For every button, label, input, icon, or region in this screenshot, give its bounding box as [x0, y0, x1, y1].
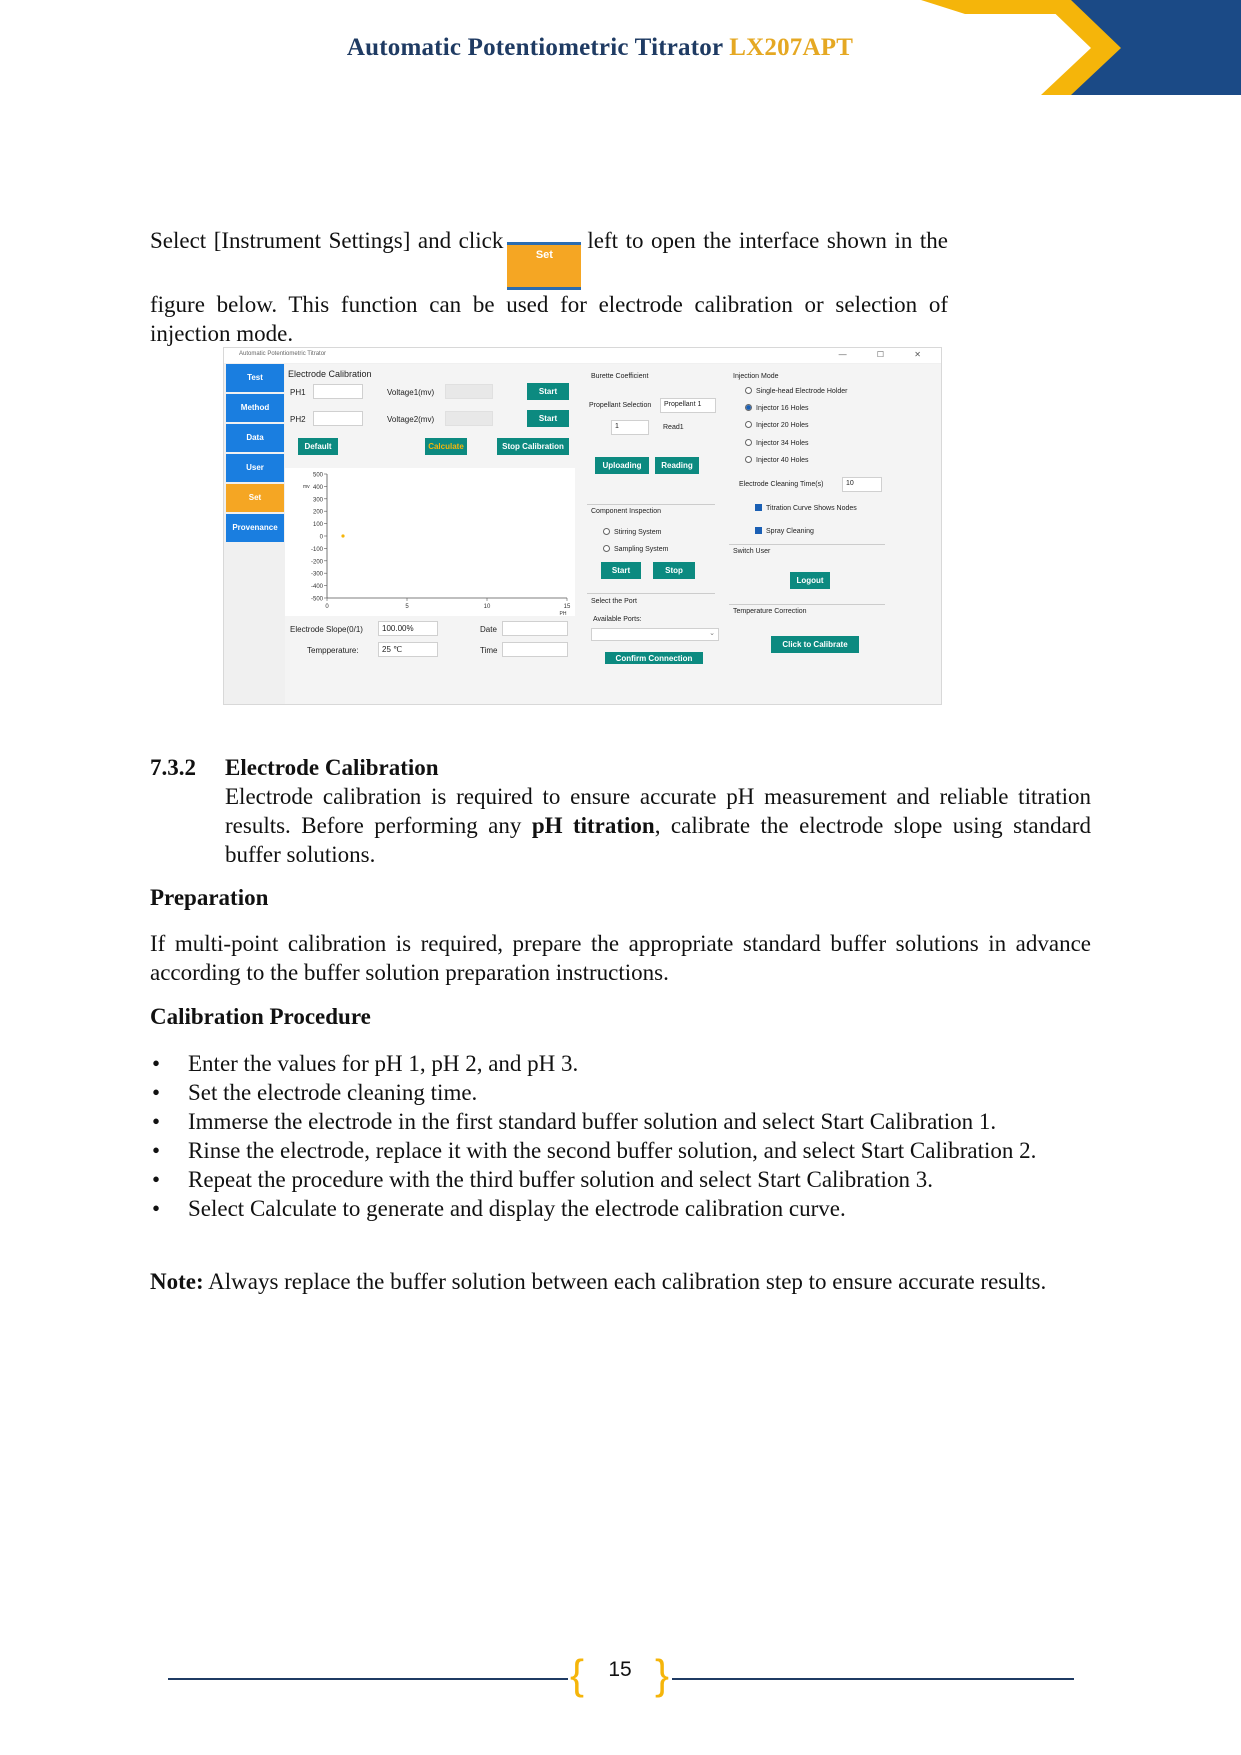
nav-set[interactable]: Set	[226, 484, 284, 512]
injection-option-label: Single-head Electrode Holder	[756, 388, 848, 395]
stirring-option[interactable]	[603, 528, 661, 536]
preparation-heading: Preparation	[150, 885, 269, 910]
port-title: Select the Port	[591, 598, 637, 605]
switch-user-title: Switch User	[733, 548, 771, 555]
slope-field[interactable]: 100.00%	[378, 621, 438, 636]
y-tick-label: -500	[310, 596, 323, 603]
y-tick-label: 100	[312, 522, 323, 529]
y-tick-label: 400	[312, 484, 323, 491]
y-tick-label: 200	[312, 509, 323, 516]
injection-title: Injection Mode	[733, 373, 779, 380]
app-screenshot	[223, 347, 942, 705]
list-item: • Enter the values for pH 1, pH 2, and pH 3.	[150, 1049, 1091, 1078]
preparation-text: If multi-point calibration is required, prepare the appropriate standard buffer solutions in advance according to the buffer solution preparation instructions.	[150, 931, 1091, 985]
injection-option-4[interactable]	[745, 456, 809, 464]
read-value-field[interactable]: 1	[611, 420, 649, 435]
nav-data[interactable]: Data	[226, 424, 284, 452]
set-button-image: Set	[507, 242, 581, 290]
injection-option-label: Injector 34 Holes	[756, 440, 809, 447]
voltage2-field	[445, 411, 493, 426]
radio-icon[interactable]	[745, 439, 752, 446]
section-number: 7.3.2	[150, 755, 196, 780]
section-title: Electrode Calibration	[225, 755, 439, 780]
cleaning-time-input[interactable]: 10	[842, 477, 882, 492]
temperature-field[interactable]: 25 ℃	[378, 642, 438, 657]
cleaning-time-label: Electrode Cleaning Time(s)	[739, 481, 824, 488]
temp-correction-title: Temperature Correction	[733, 608, 807, 615]
confirm-connection-button[interactable]: Confirm Connection	[605, 652, 703, 664]
burette-title: Burette Coefficient	[591, 373, 649, 380]
intro-text-after: left to open the interface shown in the figure below. This function can be used for electrode calibration or selection of injection mode.	[150, 228, 949, 346]
click-to-calibrate-button[interactable]: Click to Calibrate	[771, 636, 859, 653]
note-text: Always replace the buffer solution between each calibration step to ensure accurate results.	[208, 1269, 1047, 1294]
propellant-select[interactable]: Propellant 1	[660, 398, 716, 413]
sidebar-nav	[226, 364, 284, 544]
logout-button[interactable]: Logout	[790, 572, 830, 589]
component-title: Component Inspection	[591, 508, 662, 515]
x-axis-label: PH	[559, 611, 567, 616]
available-ports-label: Available Ports:	[593, 616, 642, 623]
section-heading	[150, 755, 439, 781]
x-tick-label: 10	[483, 604, 491, 610]
procedure-list	[150, 1049, 1091, 1223]
start2-button[interactable]: Start	[527, 410, 569, 427]
x-tick-label: 15	[563, 604, 571, 610]
header-decoration	[921, 0, 1241, 95]
window-title: Automatic Potentiometric Titrator	[224, 348, 941, 363]
stirring-label: Stirring System	[614, 529, 662, 536]
note-paragraph	[150, 1267, 1091, 1296]
page-number: 15	[608, 1658, 632, 1681]
section-body-text-after: , calibrate the electrode slope using standard buffer solutions.	[225, 813, 1091, 867]
checkbox-checked-icon[interactable]	[755, 504, 762, 511]
x-tick-label: 0	[325, 604, 329, 610]
spray-label: Spray Cleaning	[766, 528, 814, 535]
read-label: Read1	[663, 424, 684, 431]
stirring-radio-icon[interactable]	[603, 528, 610, 535]
ph2-label: PH2	[290, 415, 306, 424]
intro-text-before: Select [Instrument Settings] and click	[150, 228, 504, 253]
y-tick-label: 0	[319, 534, 323, 541]
sampling-option[interactable]	[603, 545, 668, 553]
component-divider	[587, 504, 715, 505]
propellant-label: Propellant Selection	[589, 402, 652, 409]
nav-user[interactable]: User	[226, 454, 284, 482]
calculate-button[interactable]: Calculate	[425, 438, 467, 455]
start1-button[interactable]: Start	[527, 383, 569, 400]
injection-option-2[interactable]	[745, 421, 809, 429]
footer-bracket-right: }	[655, 1651, 670, 1698]
temperature-label: Tempperature:	[307, 646, 359, 655]
spray-option[interactable]	[755, 527, 814, 535]
stop-calibration-button[interactable]: Stop Calibration	[497, 438, 569, 455]
date-label: Date	[480, 625, 497, 634]
y-tick-label: -400	[310, 584, 323, 591]
ph2-input[interactable]	[313, 411, 363, 426]
injection-option-label: Injector 20 Holes	[756, 422, 809, 429]
section-body	[225, 782, 1091, 869]
y-tick-label: -100	[310, 546, 323, 553]
list-item: • Rinse the electrode, replace it with the second buffer solution, and select Start Calibration 2.	[150, 1136, 1091, 1165]
component-stop-button[interactable]: Stop	[653, 562, 695, 579]
reading-button[interactable]: Reading	[655, 457, 699, 474]
y-tick-label: -300	[310, 571, 323, 578]
window-controls[interactable]: — ☐ ✕	[838, 350, 935, 359]
nodes-option[interactable]	[755, 504, 857, 512]
data-point	[341, 534, 344, 537]
list-item: • Repeat the procedure with the third buffer solution and select Start Calibration 3.	[150, 1165, 1091, 1194]
header-model: LX207APT	[729, 34, 854, 61]
checkbox-checked-icon[interactable]	[755, 527, 762, 534]
settings-panel	[285, 364, 941, 704]
ports-dropdown[interactable]	[591, 628, 719, 641]
procedure-heading: Calibration Procedure	[150, 1004, 371, 1029]
sampling-radio-icon[interactable]	[603, 545, 610, 552]
temp-correction-divider	[729, 604, 885, 605]
injection-option-0[interactable]	[745, 387, 847, 395]
plot-background	[285, 468, 575, 616]
note-label: Note:	[150, 1269, 204, 1294]
injection-option-1[interactable]	[745, 404, 809, 412]
injection-option-3[interactable]	[745, 439, 809, 447]
y-axis-label: mv	[303, 484, 310, 490]
uploading-button[interactable]: Uploading	[595, 457, 649, 474]
y-tick-label: -200	[310, 559, 323, 566]
x-tick-label: 5	[405, 604, 409, 610]
injection-option-label: Injector 16 Holes	[756, 405, 809, 412]
nav-test[interactable]: Test	[226, 364, 284, 392]
slope-label: Electrode Slope(0/1)	[290, 625, 363, 634]
sampling-label: Sampling System	[614, 546, 669, 553]
footer-line-right	[672, 1678, 1074, 1680]
nav-method[interactable]: Method	[226, 394, 284, 422]
calibration-title: Electrode Calibration	[288, 369, 372, 379]
voltage1-field	[445, 384, 493, 399]
list-item: • Set the electrode cleaning time.	[150, 1078, 1091, 1107]
time-field[interactable]	[502, 642, 568, 657]
y-tick-label: 500	[312, 472, 323, 479]
footer-bracket-left: {	[570, 1651, 585, 1698]
ph1-input[interactable]	[313, 384, 363, 399]
intro-paragraph	[150, 226, 948, 348]
port-divider	[587, 593, 715, 594]
list-item: • Select Calculate to generate and display the electrode calibration curve.	[150, 1194, 1091, 1223]
calibration-chart	[285, 468, 575, 616]
list-item: • Immerse the electrode in the first standard buffer solution and select Start Calibration 1.	[150, 1107, 1091, 1136]
nodes-label: Titration Curve Shows Nodes	[766, 505, 857, 512]
footer-line-left	[168, 1678, 568, 1680]
component-start-button[interactable]: Start	[601, 562, 641, 579]
radio-icon[interactable]	[745, 456, 752, 463]
voltage2-label: Voltage2(mv)	[387, 415, 435, 424]
radio-selected-icon[interactable]	[745, 404, 752, 411]
header-title: Automatic Potentiometric Titrator	[346, 34, 723, 61]
date-field[interactable]	[502, 621, 568, 636]
switch-user-divider	[729, 544, 885, 545]
voltage1-label: Voltage1(mv)	[387, 388, 435, 397]
injection-option-label: Injector 40 Holes	[756, 457, 809, 464]
y-tick-label: 300	[312, 497, 323, 504]
section-body-bold: pH titration	[531, 813, 655, 838]
section-body-text: Electrode calibration is required to ensure accurate pH measurement and reliable titration results. Before performing any	[225, 784, 1091, 838]
chevron-down-icon: ⌄	[709, 630, 715, 637]
radio-icon[interactable]	[745, 387, 752, 394]
nav-provenance[interactable]: Provenance	[226, 514, 284, 542]
time-label: Time	[480, 646, 498, 655]
ph1-label: PH1	[290, 388, 306, 397]
radio-icon[interactable]	[745, 421, 752, 428]
default-button[interactable]: Default	[298, 438, 338, 455]
